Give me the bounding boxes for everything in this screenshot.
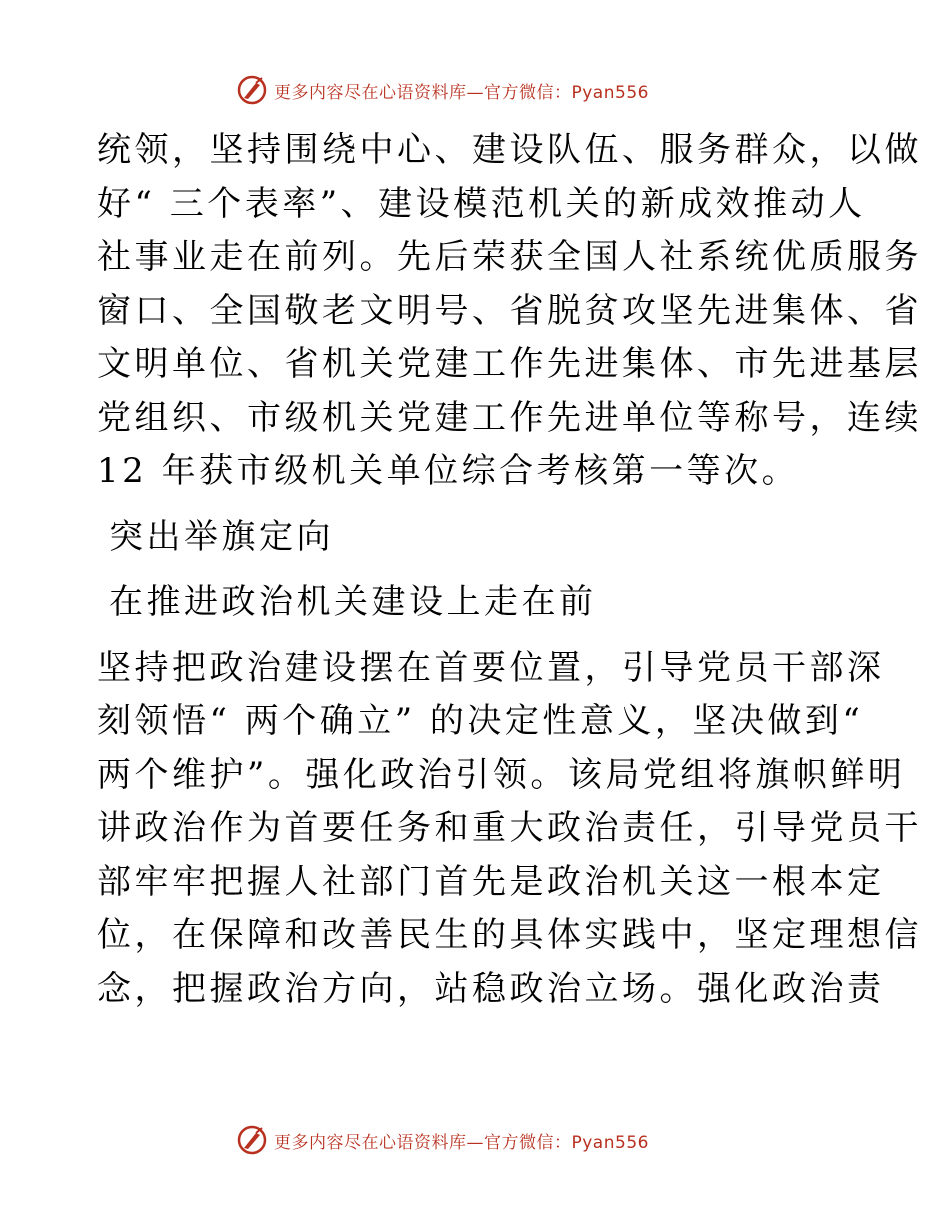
- subheading-text: 在推进政治机关建设上走在前: [109, 582, 597, 622]
- text-line: 坚持把政治建设摆在首要位置，引导党员干部深: [97, 647, 885, 688]
- paragraph-2: [97, 642, 922, 1017]
- text-line: 两个维护”。强化政治引领。该局党组将旗帜鲜明: [97, 754, 906, 795]
- heading-text: 突出举旗定向: [109, 516, 334, 557]
- document-body: [97, 124, 922, 1016]
- quill-logo-icon: [236, 74, 268, 106]
- text-line: 好“ 三个表率”、建设模范机关的新成效推动人: [97, 183, 866, 224]
- quill-logo-icon: [236, 1124, 268, 1156]
- paragraph-1: [97, 124, 922, 499]
- watermark-header: [236, 73, 649, 107]
- text-line: 12 年获市级机关单位综合考核第一等次。: [97, 451, 800, 491]
- text-line: 讲政治作为首要任务和重大政治责任，引导党员干: [97, 808, 922, 848]
- text-line: 社事业走在前列。先后荣获全国人社系统优质服务: [97, 237, 922, 277]
- section-heading: [97, 511, 857, 565]
- text-line: 文明单位、省机关党建工作先进集体、市先进基层: [97, 344, 922, 384]
- text-line: 位，在保障和改善民生的具体实践中，坚定理想信: [97, 915, 922, 955]
- watermark-footer: [236, 1123, 649, 1157]
- text-line: 党组织、市级机关党建工作先进单位等称号，连续: [97, 397, 922, 438]
- text-line: 念，把握政治方向，站稳政治立场。强化政治责: [97, 968, 885, 1009]
- text-line: 窗口、全国敬老文明号、省脱贫攻坚先进集体、省: [97, 290, 922, 331]
- watermark-text: 更多内容尽在心语资料库—官方微信：Pyan556: [274, 1132, 649, 1153]
- text-line: 统领，坚持围绕中心、建设队伍、服务群众，以做: [97, 130, 922, 170]
- text-line: 部牢牢把握人社部门首先是政治机关这一根本定: [97, 861, 885, 902]
- text-line: 刻领悟“ 两个确立” 的决定性意义，坚决做到“: [97, 701, 864, 741]
- section-subheading: [97, 576, 857, 630]
- watermark-text: 更多内容尽在心语资料库—官方微信：Pyan556: [274, 82, 649, 103]
